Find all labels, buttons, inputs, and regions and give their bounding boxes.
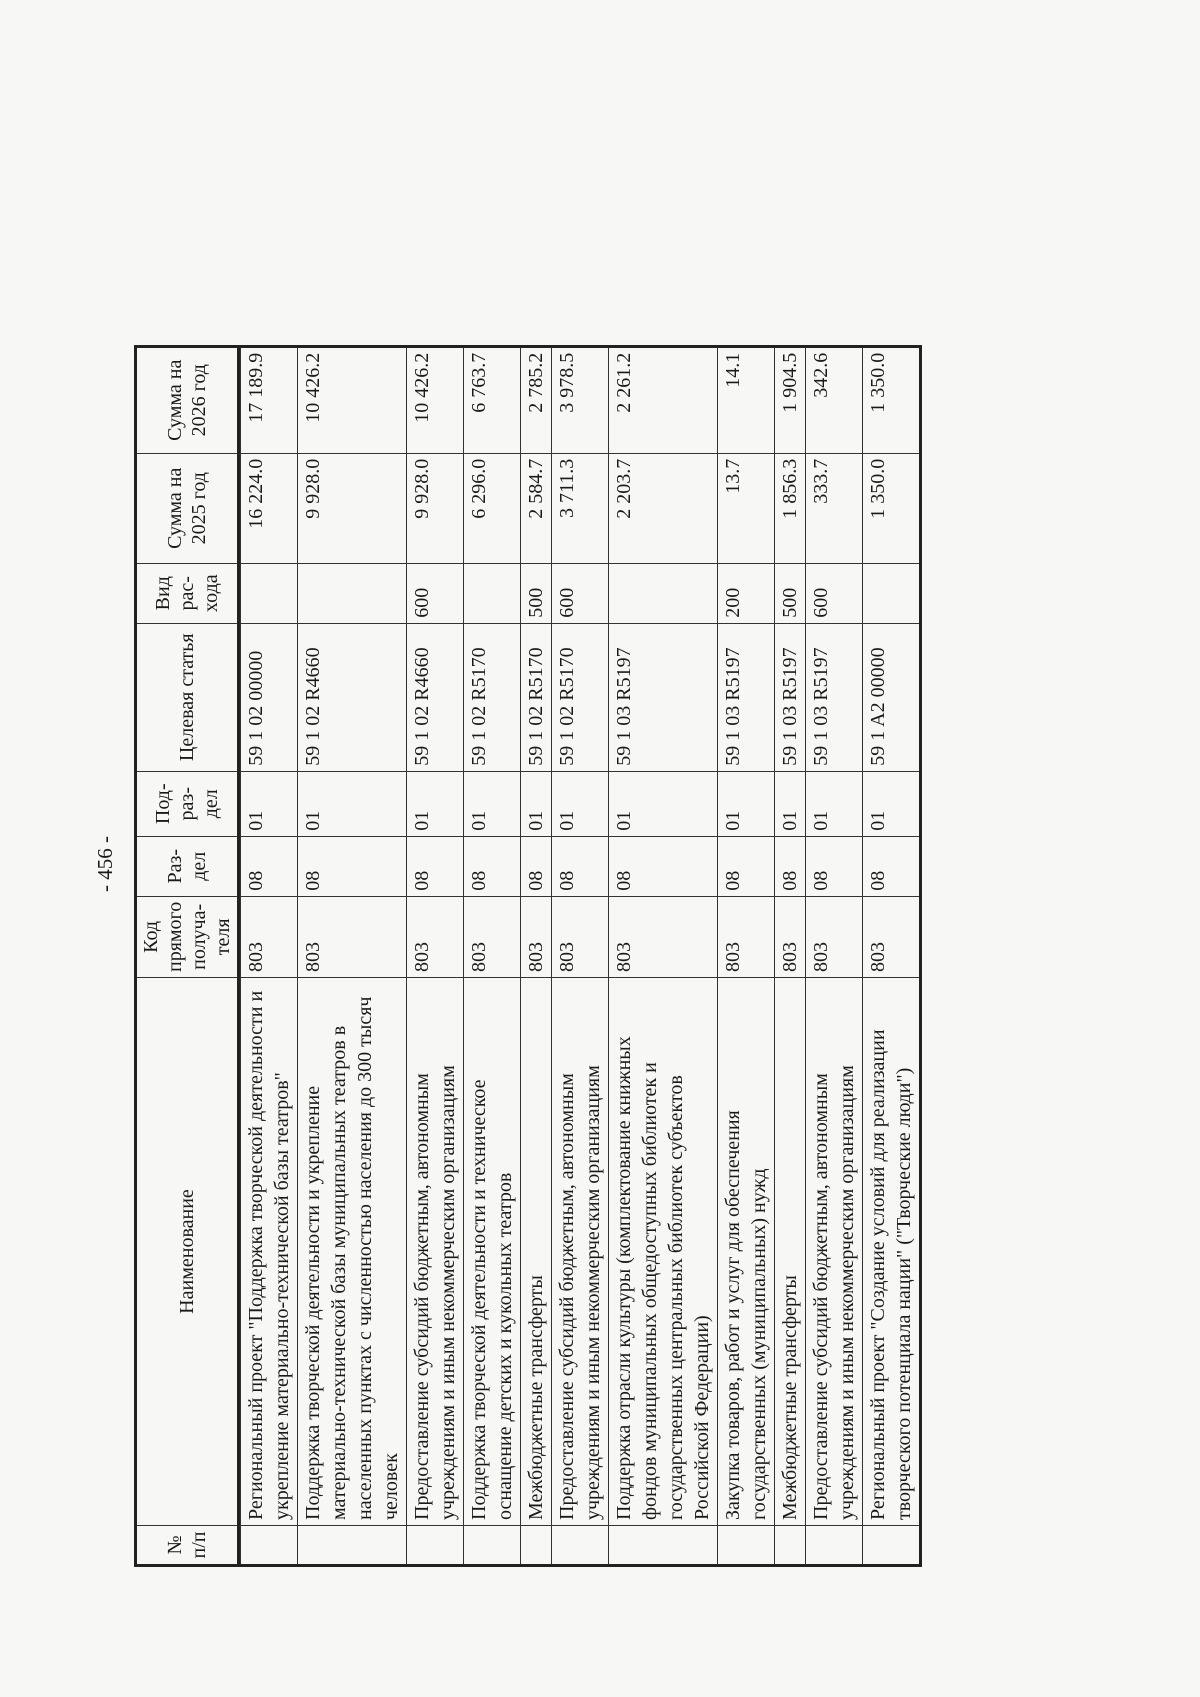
- cell-sum-2025: 333.7: [806, 453, 863, 563]
- header-type: Вид рас-хода: [136, 563, 239, 623]
- cell-name: Поддержка отрасли культуры (комплектование книжных фондов муниципальных общедоступных библиотек и государственных центральных библиотек субъектов Российской Федерации): [609, 978, 718, 1526]
- cell-type: 600: [407, 563, 464, 623]
- budget-table: [134, 345, 922, 1567]
- cell-section: 08: [806, 836, 863, 896]
- table-row: [521, 346, 552, 1565]
- cell-subsection: 01: [552, 771, 609, 836]
- cell-sum-2025: 1 350.0: [863, 453, 921, 563]
- cell-subsection: 01: [407, 771, 464, 836]
- cell-no: [464, 1526, 521, 1566]
- header-sum-2025: Сумма на 2025 год: [136, 453, 239, 563]
- cell-sum-2025: 13.7: [718, 453, 775, 563]
- table-header-row: [136, 346, 239, 1565]
- cell-no: [806, 1526, 863, 1566]
- cell-sum-2026: 342.6: [806, 346, 863, 453]
- cell-type: 600: [806, 563, 863, 623]
- cell-recipient-code: 803: [609, 896, 718, 977]
- cell-type: 500: [521, 563, 552, 623]
- cell-name: Предоставление субсидий бюджетным, автономным учреждениям и иным некоммерческим организациям: [806, 978, 863, 1526]
- cell-target: 59 1 02 R5170: [464, 623, 521, 771]
- cell-section: 08: [521, 836, 552, 896]
- cell-sum-2026: 1 350.0: [863, 346, 921, 453]
- cell-name: Закупка товаров, работ и услуг для обеспечения государственных (муниципальных) нужд: [718, 978, 775, 1526]
- cell-section: 08: [407, 836, 464, 896]
- cell-type: [241, 563, 298, 623]
- table-row: [407, 346, 464, 1565]
- cell-recipient-code: 803: [521, 896, 552, 977]
- cell-section: 08: [464, 836, 521, 896]
- cell-section: 08: [552, 836, 609, 896]
- cell-recipient-code: 803: [552, 896, 609, 977]
- cell-type: [298, 563, 407, 623]
- cell-recipient-code: 803: [241, 896, 298, 977]
- cell-target: 59 1 A2 00000: [863, 623, 921, 771]
- cell-sum-2025: 16 224.0: [241, 453, 298, 563]
- cell-recipient-code: 803: [775, 896, 806, 977]
- cell-subsection: 01: [298, 771, 407, 836]
- cell-no: [775, 1526, 806, 1566]
- cell-type: 600: [552, 563, 609, 623]
- cell-type: [464, 563, 521, 623]
- cell-sum-2026: 1 904.5: [775, 346, 806, 453]
- cell-sum-2025: 9 928.0: [298, 453, 407, 563]
- cell-section: 08: [863, 836, 921, 896]
- cell-recipient-code: 803: [464, 896, 521, 977]
- cell-name: Межбюджетные трансферты: [521, 978, 552, 1526]
- cell-no: [552, 1526, 609, 1566]
- cell-sum-2025: 2 203.7: [609, 453, 718, 563]
- cell-name: Межбюджетные трансферты: [775, 978, 806, 1526]
- cell-recipient-code: 803: [718, 896, 775, 977]
- cell-section: 08: [241, 836, 298, 896]
- header-target: Целевая статья: [136, 623, 239, 771]
- table-body: [241, 346, 921, 1565]
- table-row: [241, 346, 298, 1565]
- header-section: Раз-дел: [136, 836, 239, 896]
- header-subsection: Под-раз-дел: [136, 771, 239, 836]
- cell-section: 08: [609, 836, 718, 896]
- cell-recipient-code: 803: [863, 896, 921, 977]
- header-name: Наименование: [136, 978, 239, 1526]
- cell-type: [863, 563, 921, 623]
- cell-no: [609, 1526, 718, 1566]
- cell-section: 08: [718, 836, 775, 896]
- cell-sum-2026: 14.1: [718, 346, 775, 453]
- cell-name: Региональный проект "Поддержка творческой деятельности и укрепление материально-технической базы театров": [241, 978, 298, 1526]
- cell-section: 08: [298, 836, 407, 896]
- cell-subsection: 01: [863, 771, 921, 836]
- table-row: [609, 346, 718, 1565]
- cell-sum-2026: 10 426.2: [407, 346, 464, 453]
- header-sum-2026: Сумма на 2026 год: [136, 346, 239, 453]
- cell-sum-2025: 9 928.0: [407, 453, 464, 563]
- cell-sum-2026: 6 763.7: [464, 346, 521, 453]
- cell-no: [863, 1526, 921, 1566]
- cell-recipient-code: 803: [298, 896, 407, 977]
- cell-name: Поддержка творческой деятельности и техническое оснащение детских и кукольных театров: [464, 978, 521, 1526]
- cell-subsection: 01: [718, 771, 775, 836]
- cell-target: 59 1 03 R5197: [718, 623, 775, 771]
- cell-target: 59 1 02 R4660: [298, 623, 407, 771]
- cell-subsection: 01: [241, 771, 298, 836]
- cell-target: 59 1 03 R5197: [609, 623, 718, 771]
- cell-target: 59 1 03 R5197: [775, 623, 806, 771]
- table-row: [863, 346, 921, 1565]
- cell-sum-2026: 3 978.5: [552, 346, 609, 453]
- table-row: [718, 346, 775, 1565]
- cell-type: 200: [718, 563, 775, 623]
- cell-sum-2026: 2 261.2: [609, 346, 718, 453]
- cell-no: [521, 1526, 552, 1566]
- cell-sum-2025: 1 856.3: [775, 453, 806, 563]
- cell-subsection: 01: [464, 771, 521, 836]
- cell-name: Региональный проект "Создание условий для реализации творческого потенциала нации" ("Творческие люди"): [863, 978, 921, 1526]
- cell-target: 59 1 03 R5197: [806, 623, 863, 771]
- cell-no: [718, 1526, 775, 1566]
- cell-no: [241, 1526, 298, 1566]
- cell-target: 59 1 02 R5170: [521, 623, 552, 771]
- cell-name: Поддержка творческой деятельности и укрепление материально-технической базы муниципальных театров в населенных пунктах с численностью населения до 300 тысяч человек: [298, 978, 407, 1526]
- cell-subsection: 01: [806, 771, 863, 836]
- cell-name: Предоставление субсидий бюджетным, автономным учреждениям и иным некоммерческим организациям: [552, 978, 609, 1526]
- cell-sum-2026: 2 785.2: [521, 346, 552, 453]
- page-number: - 456 -: [93, 836, 117, 892]
- cell-name: Предоставление субсидий бюджетным, автономным учреждениям и иным некоммерческим организациям: [407, 978, 464, 1526]
- table-row: [775, 346, 806, 1565]
- cell-type: 500: [775, 563, 806, 623]
- table-row: [806, 346, 863, 1565]
- cell-section: 08: [775, 836, 806, 896]
- header-recipient-code: Код прямого получа-теля: [136, 896, 239, 977]
- table-row: [552, 346, 609, 1565]
- cell-target: 59 1 02 R4660: [407, 623, 464, 771]
- cell-sum-2026: 10 426.2: [298, 346, 407, 453]
- cell-sum-2025: 3 711.3: [552, 453, 609, 563]
- cell-subsection: 01: [775, 771, 806, 836]
- cell-recipient-code: 803: [806, 896, 863, 977]
- cell-target: 59 1 02 00000: [241, 623, 298, 771]
- table-row: [298, 346, 407, 1565]
- header-no: № п/п: [136, 1526, 239, 1566]
- cell-sum-2025: 6 296.0: [464, 453, 521, 563]
- cell-recipient-code: 803: [407, 896, 464, 977]
- cell-subsection: 01: [521, 771, 552, 836]
- cell-no: [298, 1526, 407, 1566]
- cell-subsection: 01: [609, 771, 718, 836]
- cell-no: [407, 1526, 464, 1566]
- cell-type: [609, 563, 718, 623]
- cell-sum-2025: 2 584.7: [521, 453, 552, 563]
- cell-target: 59 1 02 R5170: [552, 623, 609, 771]
- cell-sum-2026: 17 189.9: [241, 346, 298, 453]
- table-row: [464, 346, 521, 1565]
